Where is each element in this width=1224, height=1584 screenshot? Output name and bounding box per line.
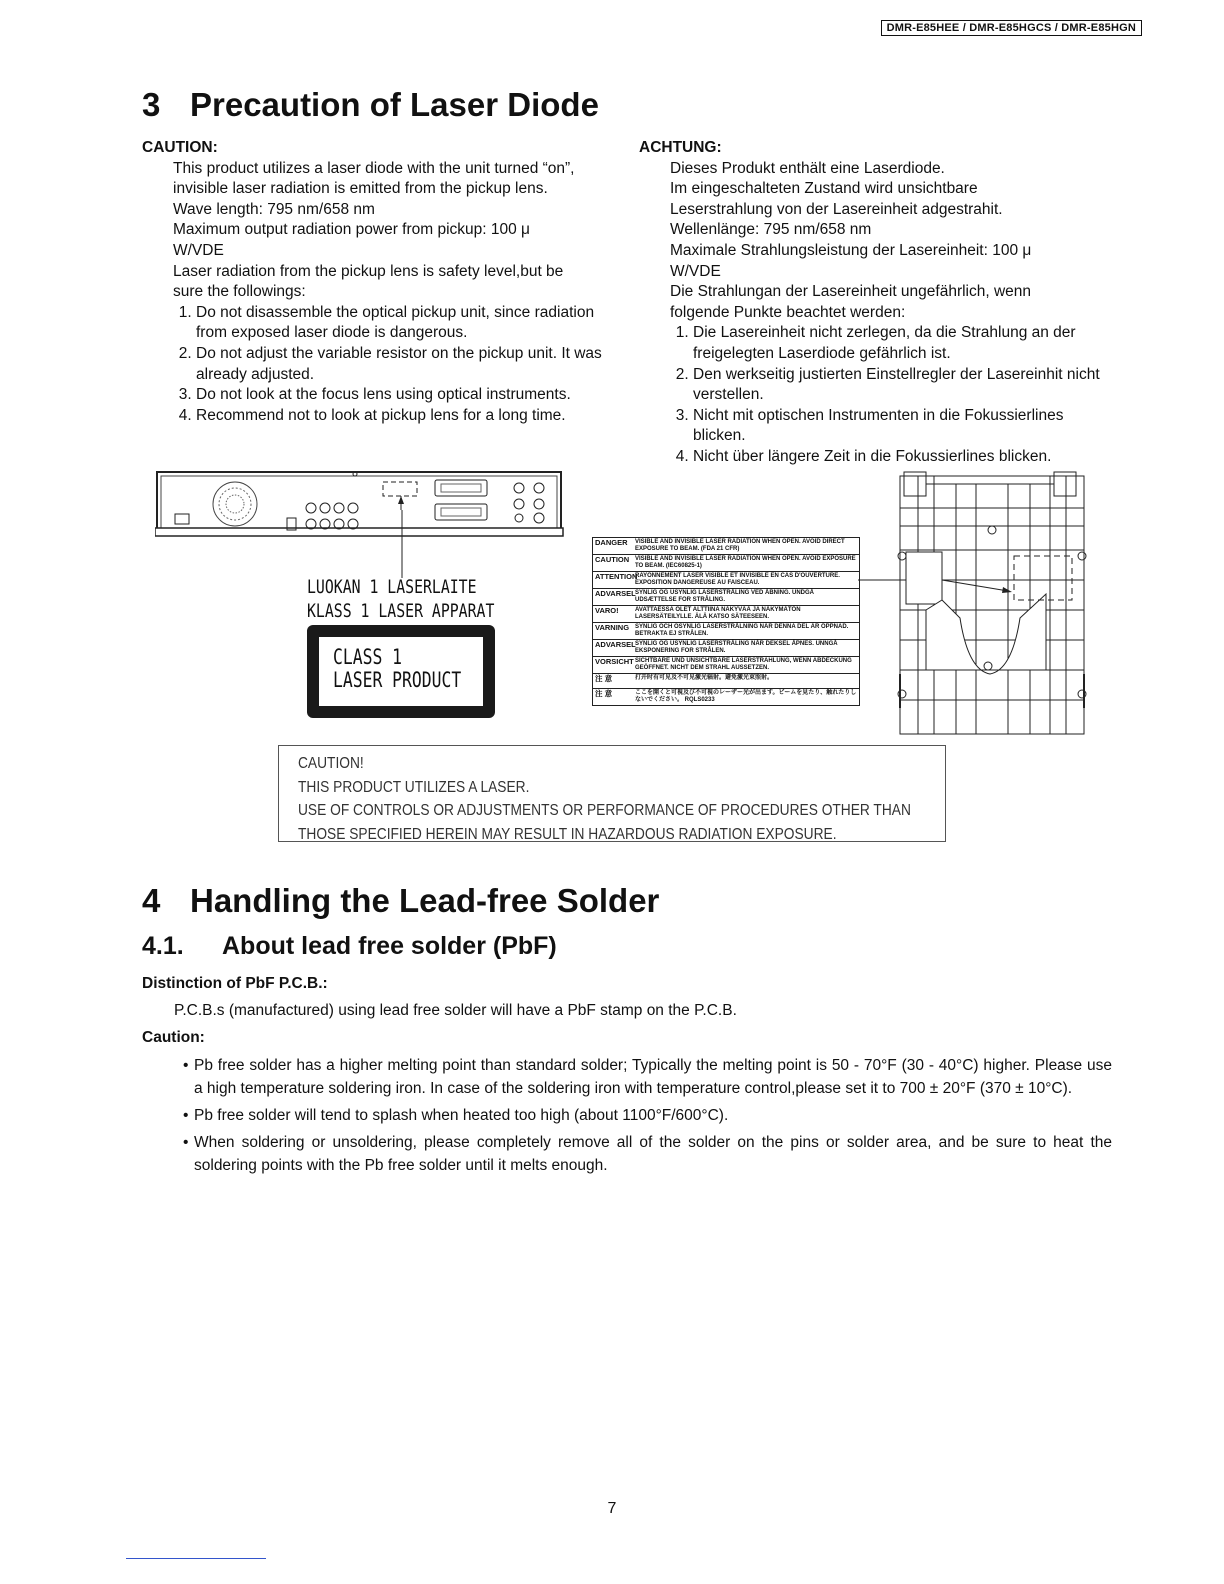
- lead-free-solder-section: [142, 972, 1112, 1181]
- warning-row-label: DANGER: [595, 538, 628, 547]
- achtung-line: Die Strahlungan der Lasereinheit ungefährlich, wenn: [670, 283, 1032, 301]
- warning-row-text: SYNLIG OCH OSYNLIG LASERSTRÅLNING NÄR DENNA DEL ÄR ÖPPNAD. BETRAKTA EJ STRÅLEN.: [635, 624, 849, 637]
- warning-row-label: ATTENTION: [595, 572, 638, 581]
- achtung-column: [639, 138, 1099, 468]
- laser-label-finnish: LUOKAN 1 LASERLAITE: [307, 576, 477, 598]
- achtung-line: Maximale Strahlungsleistung der Lasereinheit: 100 μ: [670, 241, 1032, 259]
- warning-row-text: VISIBLE AND INVISIBLE LASER RADIATION WHEN OPEN. AVOID DIRECT EXPOSURE TO BEAM. (FDA 21 CFR): [635, 539, 845, 552]
- achtung-heading: ACHTUNG:: [639, 139, 722, 156]
- warning-row-label: 注 意: [595, 689, 613, 698]
- distinction-text: P.C.B.s (manufactured) using lead free solder will have a PbF stamp on the P.C.B.: [174, 1002, 737, 1019]
- caution-subheading: Caution:: [142, 1029, 205, 1046]
- class-label-line-2: LASER PRODUCT: [333, 668, 462, 692]
- caution-list-item: 3. Do not look at the focus lens using optical instruments.: [196, 385, 626, 406]
- section-4-title: [142, 882, 659, 920]
- page-number: 7: [607, 1500, 617, 1517]
- section-number: 4: [142, 882, 161, 919]
- achtung-line: Wellenlänge: 795 nm/658 nm: [670, 221, 872, 239]
- multilingual-warning-label: [592, 537, 860, 706]
- achtung-line: Leserstrahlung von der Lasereinheit adgestrahit.: [670, 200, 1003, 218]
- warning-row-text: VISIBLE AND INVISIBLE LASER RADIATION WHEN OPEN. AVOID EXPOSURE TO BEAM. (IEC60825-1): [635, 556, 856, 569]
- warning-row-label: VARO!: [595, 606, 619, 615]
- warning-row-text: 打开时有可见及不可见激光辐射。避免激光束照射。: [635, 675, 774, 681]
- caution-notice-line: CAUTION!: [298, 755, 364, 772]
- class-label-line-1: CLASS 1: [333, 645, 403, 669]
- warning-row-label: 注 意: [595, 674, 613, 683]
- achtung-list-item: 1. Die Lasereinheit nicht zerlegen, da die Strahlung an der freigelegten Laserdiode gefährlich ist.: [693, 323, 1103, 364]
- laser-label-swedish: KLASS 1 LASER APPARAT: [307, 600, 495, 622]
- warning-row: [593, 538, 859, 555]
- warning-row: [593, 640, 859, 657]
- achtung-line: folgende Punkte beachtet werden:: [670, 303, 906, 321]
- achtung-list-item: 4. Nicht über längere Zeit in die Fokussierlines blicken.: [693, 447, 1103, 468]
- caution-line: This product utilizes a laser diode with the unit turned “on”,: [173, 159, 575, 177]
- caution-notice-line: THOSE SPECIFIED HEREIN MAY RESULT IN HAZARDOUS RADIATION EXPOSURE.: [298, 825, 837, 843]
- caution-notice-line: THIS PRODUCT UTILIZES A LASER.: [298, 778, 530, 796]
- section-3-title: [142, 86, 599, 124]
- achtung-line: Dieses Produkt enthält eine Laserdiode.: [670, 159, 945, 177]
- achtung-list-item: 2. Den werkseitig justierten Einstellregler der Lasereinhit nicht verstellen.: [693, 365, 1103, 406]
- warning-row: [593, 572, 859, 589]
- warning-row: [593, 674, 859, 689]
- warning-row: [593, 589, 859, 606]
- caution-heading: CAUTION:: [142, 139, 218, 156]
- caution-bullet: • Pb free solder has a higher melting point than standard solder; Typically the melting point is 50 - 70°F (30 - 40°C) higher. Please use a high temperature soldering iron. In case of the soldering iron with temperature control,please set it to 700 ± 20°F (370 ± 10°C).: [194, 1054, 1112, 1100]
- warning-row: [593, 623, 859, 640]
- caution-notice-box: [278, 745, 946, 842]
- caution-line: sure the followings:: [173, 283, 306, 301]
- caution-line: Laser radiation from the pickup lens is safety level,but be: [173, 262, 564, 280]
- section-title-text: Precaution of Laser Diode: [190, 86, 599, 123]
- achtung-list-item: 3. Nicht mit optischen Instrumenten in die Fokussierlines blicken.: [693, 406, 1103, 447]
- warning-row: [593, 555, 859, 572]
- caution-bullet: • Pb free solder will tend to splash when heated too high (about 1100°F/600°C).: [194, 1104, 1112, 1127]
- caution-bullet-list: [142, 1054, 1112, 1177]
- model-number-box: DMR-E85HEE / DMR-E85HGCS / DMR-E85HGN: [881, 20, 1142, 36]
- warning-row-label: VORSICHT: [595, 657, 634, 666]
- caution-list-item: 1. Do not disassemble the optical pickup unit, since radiation from exposed laser diode is dangerous.: [196, 303, 626, 344]
- warning-row: [593, 657, 859, 674]
- pointer-line: [398, 510, 408, 580]
- warning-row: [593, 689, 859, 705]
- warning-row-label: ADVARSEL: [595, 589, 636, 598]
- mechanism-top-view-illustration: [896, 470, 1090, 738]
- caution-list-item: 2. Do not adjust the variable resistor on the pickup unit. It was already adjusted.: [196, 344, 626, 385]
- caution-list-item: 4. Recommend not to look at pickup lens for a long time.: [196, 406, 626, 427]
- footer-rule: [126, 1558, 266, 1559]
- warning-row-text: AVATTAESSA OLET ALTTIINA NÄKYVÄÄ JA NÄKYMÄTÖN LASERSÄTEILYLLE. ÄLÄ KATSO SÄTEESEEN.: [635, 607, 801, 620]
- caution-column: [142, 138, 622, 426]
- warning-row-text: ここを開くと可視及び不可視のレーザー光が出ます。ビームを見たり、触れたりしないでください。 RQLS0233: [635, 690, 857, 703]
- achtung-line: W/VDE: [670, 262, 721, 280]
- section-number: 3: [142, 86, 161, 123]
- warning-row-label: VARNING: [595, 623, 630, 632]
- distinction-heading: Distinction of PbF P.C.B.:: [142, 975, 328, 992]
- unit-rear-panel-illustration: [155, 468, 565, 543]
- warning-row-text: SICHTBARE UND UNSICHTBARE LASERSTRAHLUNG, WENN ABDECKUNG GEÖFFNET. NICHT DEM STRAHL AUSSETZEN.: [635, 658, 852, 671]
- class-1-laser-label: [307, 625, 495, 718]
- achtung-line: Im eingeschalteten Zustand wird unsichtbare: [670, 180, 978, 198]
- warning-row-text: SYNLIG OG USYNLIG LASERSTRÅLING VED ÅBNING. UNDGÅ UDSÆTTELSE FOR STRÅLING.: [635, 590, 815, 603]
- caution-line: Wave length: 795 nm/658 nm: [173, 200, 375, 218]
- subsection-4-1-title: [142, 932, 557, 961]
- caution-bullet: • When soldering or unsoldering, please completely remove all of the solder on the pins or solder area, and be sure to heat the soldering points with the Pb free solder until it melts enough.: [194, 1131, 1112, 1177]
- warning-row: [593, 606, 859, 623]
- subsection-number: 4.1.: [142, 932, 184, 960]
- caution-line: Maximum output radiation power from pickup: 100 μ: [173, 221, 530, 239]
- warning-row-label: ADVARSEL: [595, 640, 636, 649]
- caution-notice-line: USE OF CONTROLS OR ADJUSTMENTS OR PERFORMANCE OF PROCEDURES OTHER THAN: [298, 802, 911, 819]
- subsection-title-text: About lead free solder (PbF): [222, 932, 557, 960]
- warning-row-text: RAYONNEMENT LASER VISIBLE ET INVISIBLE EN CAS D'OUVERTURE. EXPOSITION DANGEREUSE AU FAISCEAU.: [635, 573, 840, 586]
- section-title-text: Handling the Lead-free Solder: [190, 882, 660, 919]
- warning-row-label: CAUTION: [595, 555, 630, 564]
- caution-line: invisible laser radiation is emitted from the pickup lens.: [173, 180, 548, 198]
- caution-line: W/VDE: [173, 241, 224, 259]
- warning-row-text: SYNLIG OG USYNLIG LASERSTRÅLING NÅR DEKSEL ÅPNES. UNNGÅ EKSPONERING FOR STRÅLEN.: [635, 641, 838, 654]
